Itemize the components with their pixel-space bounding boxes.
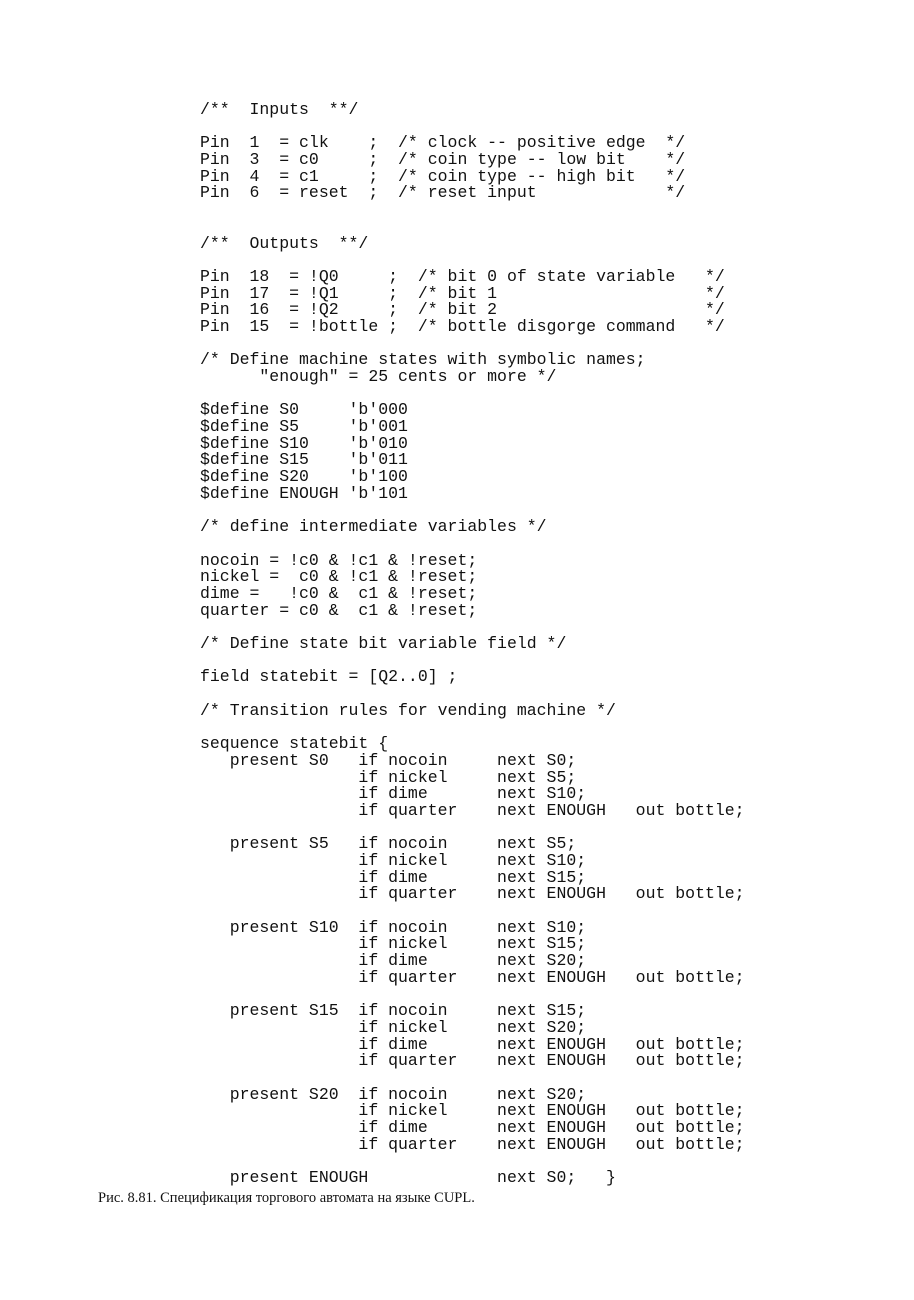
code-line: /* Define state bit variable field */: [200, 634, 567, 653]
code-line: $define S10 'b'010: [200, 433, 408, 453]
code-line: if dime next S20;: [200, 951, 587, 971]
code-line: sequence statebit {: [200, 734, 389, 754]
code-line: /* define intermediate variables */: [200, 517, 547, 537]
code-line: if dime next S15;: [200, 867, 587, 887]
code-line: /* Define machine states with symbolic names;: [200, 350, 646, 370]
code-line: Pin 17 = !Q1 ; /* bit 1 */: [200, 283, 725, 303]
code-line: if quarter next ENOUGH out bottle;: [200, 967, 745, 987]
code-line: present S5 if nocoin next S5;: [200, 834, 577, 854]
code-line: Pin 16 = !Q2 ; /* bit 2 */: [200, 300, 725, 320]
code-line: dime = !c0 & c1 & !reset;: [200, 583, 478, 603]
code-line: Pin 1 = clk ; /* clock -- positive edge */: [200, 133, 686, 153]
code-line: [200, 219, 745, 236]
code-line: /** Outputs **/: [200, 233, 369, 253]
code-line: $define S15 'b'011: [200, 450, 408, 470]
code-line: present ENOUGH next S0; }: [200, 1168, 616, 1187]
code-line: Pin 3 = c0 ; /* coin type -- low bit */: [200, 150, 686, 170]
code-line: field statebit = [Q2..0] ;: [200, 667, 458, 687]
code-line: present S15 if nocoin next S15;: [200, 1001, 587, 1021]
code-line: $define S5 'b'001: [200, 417, 408, 437]
code-line: if nickel next ENOUGH out bottle;: [200, 1101, 745, 1121]
code-line: Pin 6 = reset ; /* reset input */: [200, 183, 686, 203]
code-line: Pin 4 = c1 ; /* coin type -- high bit */: [200, 166, 686, 186]
code-line: if nickel next S15;: [200, 934, 587, 954]
code-line: if quarter next ENOUGH out bottle;: [200, 800, 745, 820]
code-line: [200, 202, 745, 219]
code-line: nickel = c0 & !c1 & !reset;: [200, 567, 478, 587]
code-line: if nickel next S5;: [200, 767, 577, 787]
code-line: present S0 if nocoin next S0;: [200, 750, 577, 770]
code-line: if quarter next ENOUGH out bottle;: [200, 884, 745, 904]
code-line: present S20 if nocoin next S20;: [200, 1084, 587, 1104]
code-line: Pin 18 = !Q0 ; /* bit 0 of state variable */: [200, 266, 725, 286]
code-line: "enough" = 25 cents or more */: [200, 367, 557, 386]
code-line: if nickel next S10;: [200, 850, 587, 870]
code-line: quarter = c0 & c1 & !reset;: [200, 600, 478, 620]
code-line: $define ENOUGH 'b'101: [200, 483, 408, 503]
code-line: if dime next ENOUGH out bottle;: [200, 1117, 745, 1137]
code-line: /* Transition rules for vending machine */: [200, 700, 616, 720]
code-line: $define S0 'b'000: [200, 400, 408, 420]
code-line: if nickel next S20;: [200, 1017, 587, 1037]
code-line: $define S20 'b'100: [200, 467, 408, 487]
figure-caption: Рис. 8.81. Спецификация торгового автомата на языке CUPL.: [98, 1190, 475, 1206]
code-line: if dime next ENOUGH out bottle;: [200, 1034, 745, 1054]
code-line: present S10 if nocoin next S10;: [200, 917, 587, 937]
code-line: Pin 15 = !bottle ; /* bottle disgorge command */: [200, 316, 725, 336]
code-line: if quarter next ENOUGH out bottle;: [200, 1134, 745, 1154]
code-line: nocoin = !c0 & !c1 & !reset;: [200, 550, 478, 570]
code-line: if dime next S10;: [200, 784, 587, 804]
cupl-code-listing: [200, 102, 745, 1187]
code-line: /** Inputs **/: [200, 100, 359, 119]
code-line: if quarter next ENOUGH out bottle;: [200, 1051, 745, 1071]
